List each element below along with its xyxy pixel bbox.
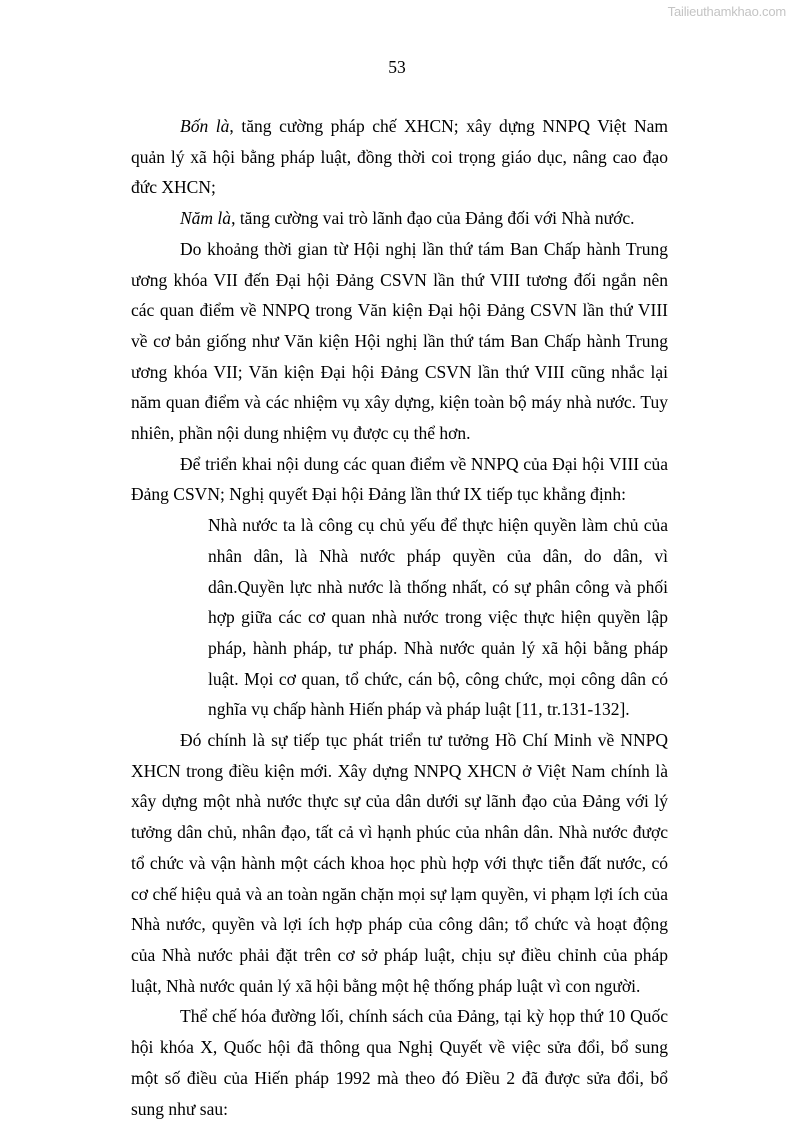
page-number: 53 (388, 57, 406, 77)
block-quote: Nhà nước ta là công cụ chủ yếu để thực hiện quyền làm chủ của nhân dân, là Nhà nước pháp quyền của dân, do dân, vì dân.Quyền lực nhà nước là thống nhất, có sự phân công và phối hợp giữa các cơ quan nhà nước trong việc thực hiện quyền lập pháp, hành pháp, tư pháp. Nhà nước quản lý xã hội bằng pháp luật. Mọi cơ quan, tổ chức, cán bộ, công chức, mọi công dân có nghĩa vụ chấp hành Hiến pháp và pháp luật [11, tr.131-132]. (208, 515, 668, 720)
italic-lead: Bốn là (180, 116, 230, 136)
paragraph-text: , tăng cường pháp chế XHCN; xây dựng NNPQ Việt Nam quản lý xã hội bằng pháp luật, đồng thời coi trọng giáo dục, nâng cao đạo đức XHCN; (131, 116, 668, 198)
paragraph-nam-la (131, 203, 668, 234)
paragraph: Thể chế hóa đường lối, chính sách của Đảng, tại kỳ họp thứ 10 Quốc hội khóa X, Quốc hội đã thông qua Nghị Quyết về việc sửa đổi, bổ sung một số điều của Hiến pháp 1992 mà theo đó Điều 2 đã được sửa đổi, bổ sung như sau: (131, 1006, 668, 1119)
watermark: Tailieuthamkhao.com (667, 4, 786, 19)
paragraph-text: , tăng cường vai trò lãnh đạo của Đảng đối với Nhà nước. (231, 208, 635, 229)
paragraph-bon-la (131, 111, 668, 203)
document-body (131, 111, 668, 1124)
paragraph: Đó chính là sự tiếp tục phát triển tư tưởng Hồ Chí Minh về NNPQ XHCN trong điều kiện mới. Xây dựng NNPQ XHCN ở Việt Nam chính là xây dựng một nhà nước thực sự của dân dưới sự lãnh đạo của Đảng với lý tưởng dân chủ, nhân đạo, tất cả vì hạnh phúc của nhân dân. Nhà nước được tổ chức và vận hành một cách khoa học phù hợp với thực tiễn đất nước, có cơ chế hiệu quả và an toàn ngăn chặn mọi sự lạm quyền, vi phạm lợi ích của Nhà nước, quyền và lợi ích hợp pháp của công dân; tổ chức và hoạt động của Nhà nước phải đặt trên cơ sở pháp luật, chịu sự điều chỉnh của pháp luật, Nhà nước quản lý xã hội bằng một hệ thống pháp luật vì con người. (131, 730, 668, 996)
paragraph: Do khoảng thời gian từ Hội nghị lần thứ tám Ban Chấp hành Trung ương khóa VII đến Đại hội Đảng CSVN lần thứ VIII tương đối ngắn nên các quan điểm về NNPQ trong Văn kiện Đại hội Đảng CSVN lần thứ VIII về cơ bản giống như Văn kiện Hội nghị lần thứ tám Ban Chấp hành Trung ương khóa VII; Văn kiện Đại hội Đảng CSVN lần thứ VIII cũng nhắc lại năm quan điểm và các nhiệm vụ xây dựng, kiện toàn bộ máy nhà nước. Tuy nhiên, phần nội dung nhiệm vụ được cụ thể hơn. (131, 238, 668, 444)
paragraph: Để triển khai nội dung các quan điểm về NNPQ của Đại hội VIII của Đảng CSVN; Nghị quyết Đại hội Đảng lần thứ IX tiếp tục khẳng định: (131, 453, 668, 505)
italic-lead: Năm là (180, 208, 232, 229)
